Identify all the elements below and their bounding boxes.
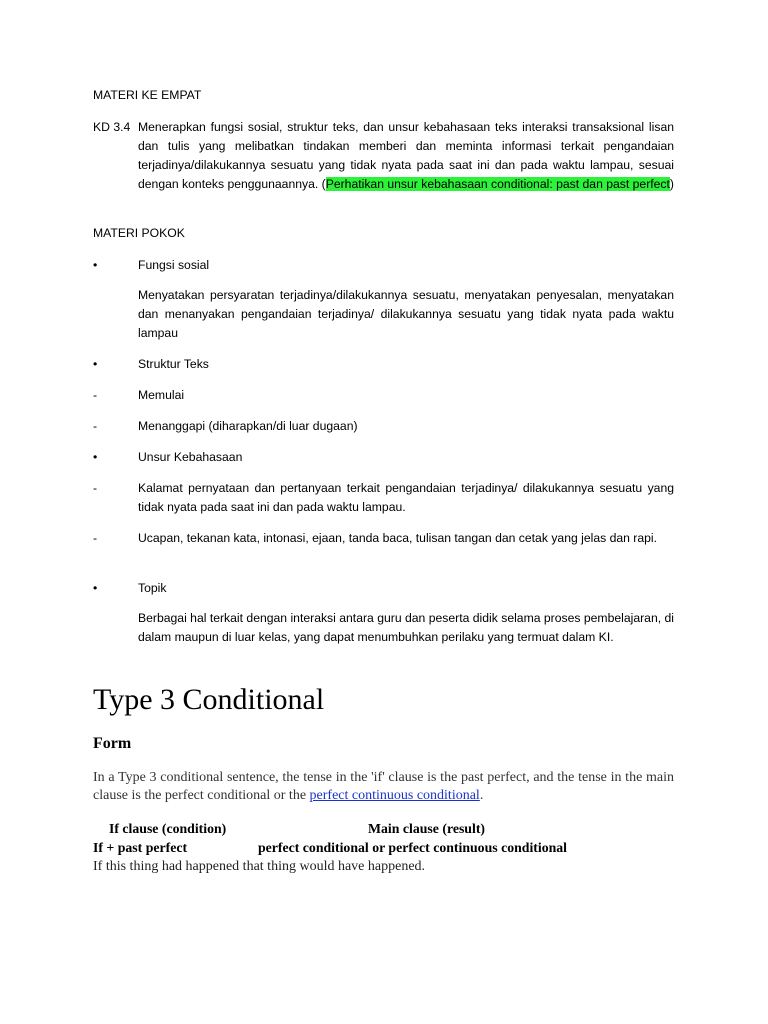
intro-text: In a Type 3 conditional sentence, the tense in the 'if' clause is the past perfect, and the tense in the main clause is the perfect conditional or the: [93, 770, 674, 803]
col2-header: Main clause (result): [368, 821, 486, 836]
menanggapi-item: Menanggapi (diharapkan/di luar dugaan): [138, 419, 358, 433]
bullet-marker: •: [93, 357, 98, 371]
topik-text: Berbagai hal terkait dengan interaksi antara guru dan peserta didik selama proses pembelajaran, di dalam maupun di luar kelas, yang dapat menumbuhkan perilaku yang termuat dalam KI.: [138, 611, 674, 644]
kd-close: ): [669, 177, 674, 191]
col2-value: perfect conditional or perfect continuous conditional: [258, 840, 568, 855]
dash-marker: -: [93, 531, 98, 545]
topik-label: Topik: [138, 581, 167, 595]
memulai-item: Memulai: [138, 388, 185, 402]
col1-value: If + past perfect: [93, 840, 188, 855]
intro-end: .: [479, 788, 484, 803]
dash-marker: -: [93, 419, 98, 433]
unsur-item-1: Kalamat pernyataan dan pertanyaan terkait pengandaian terjadinya/ dilakukannya sesuatu yang tidak nyata pada saat ini dan pada waktu lampau.: [138, 481, 674, 514]
fungsi-text: Menyatakan persyaratan terjadinya/dilakukannya sesuatu, menyatakan penyesalan, menyatakan dan menanyakan pengandaian terjadinya/ dilakukannya sesuatu yang tidak nyata pada waktu lampau: [138, 288, 674, 340]
intro-paragraph: [93, 769, 674, 805]
struktur-label: Struktur Teks: [138, 357, 209, 371]
dash-marker: -: [93, 388, 98, 402]
bullet-marker: •: [93, 258, 98, 272]
unsur-item-2: Ucapan, tekanan kata, intonasi, ejaan, tanda baca, tulisan tangan dan cetak yang jelas dan rapi.: [138, 531, 658, 545]
example-sentence: If this thing had happened that thing would have happened.: [93, 859, 426, 874]
kd-label: KD 3.4: [93, 120, 131, 134]
unsur-label: Unsur Kebahasaan: [138, 450, 243, 464]
kd-highlight: Perhatikan unsur kebahasaan conditional: past dan past perfect: [325, 177, 670, 191]
conditional-heading: Type 3 Conditional: [93, 683, 325, 716]
perfect-continuous-link[interactable]: perfect continuous conditional: [309, 788, 480, 803]
col1-header: If clause (condition): [109, 821, 227, 836]
dash-marker: -: [93, 481, 98, 495]
bullet-marker: •: [93, 450, 98, 464]
bullet-marker: •: [93, 581, 98, 595]
form-heading: Form: [93, 735, 132, 752]
pokok-title: MATERI POKOK: [93, 226, 185, 240]
kd-text: Menerapkan fungsi sosial, struktur teks, dan unsur kebahasaan teks interaksi transaksional lisan dan tulis yang melibatkan tindakan memberi dan meminta informasi terkait pengandaian terjadinya/dilakukannya sesuatu yang tidak nyata pada saat ini dan pada waktu lampau, sesuai dengan konteks penggunaannya. (: [138, 120, 674, 191]
kd-paragraph: [138, 118, 674, 194]
fungsi-label: Fungsi sosial: [138, 258, 210, 272]
materi-title: MATERI KE EMPAT: [93, 88, 202, 102]
